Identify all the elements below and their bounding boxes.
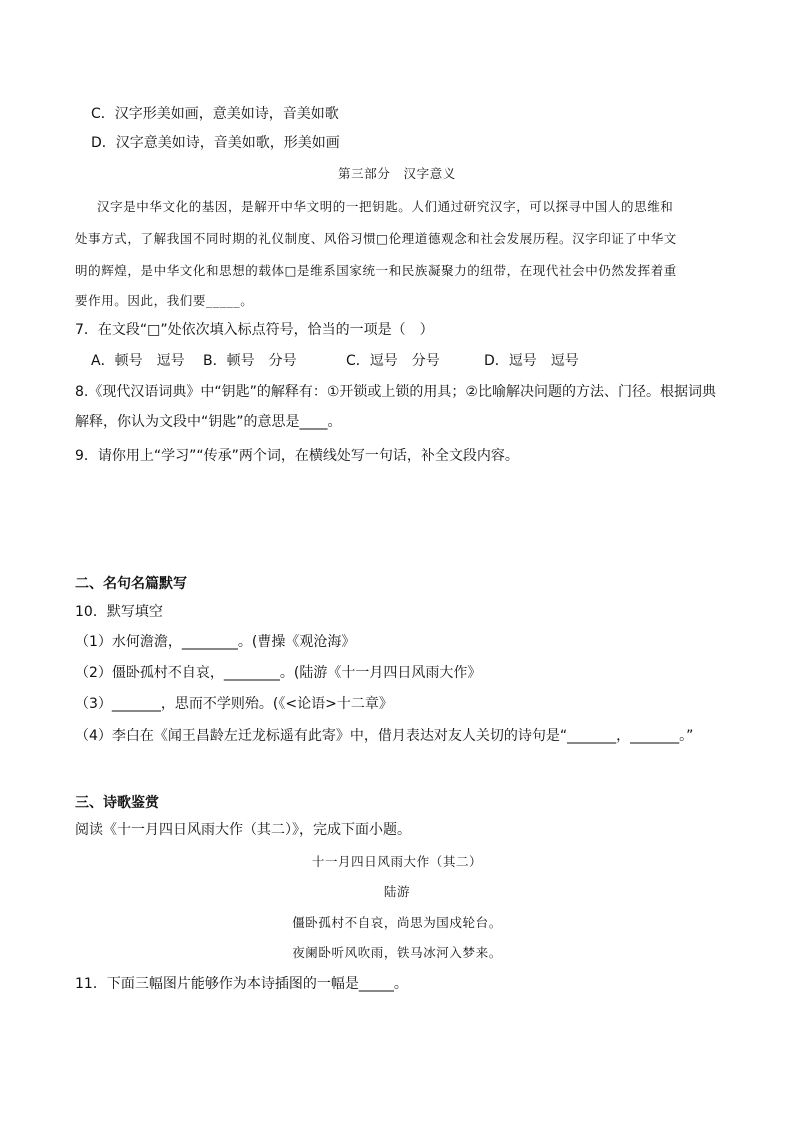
- poem-author: 陆游: [383, 884, 411, 899]
- section3-heading: 三、诗歌鉴赏: [75, 795, 159, 811]
- q8-line-1: 8.《现代汉语词典》中“钥匙”的解释有：①开锁或上锁的用具；②比喻解决问题的方法、门径。根据词典: [75, 384, 716, 400]
- poem-line-1: 僵卧孤村不自哀，尚思为国戍轮台。: [292, 915, 502, 930]
- q7-option-a: A．顿号 逗号: [91, 353, 185, 369]
- q7-option-d: D．逗号 逗号: [484, 353, 579, 369]
- part3-para-line-1: 汉字是中华文化的基因，是解开中华文明的一把钥匙。人们通过研究汉字，可以探寻中国人的思维和: [97, 199, 674, 214]
- part3-para-line-2: 处事方式，了解我国不同时期的礼仪制度、风俗习惯□伦理道德观念和社会发展历程。汉字印证了中华文: [75, 231, 677, 246]
- section3-intro: 阅读《十一月四日风雨大作（其二）》，完成下面小题。: [75, 822, 411, 838]
- q6-option-c: C．汉字形美如画，意美如诗，音美如歌: [91, 106, 339, 122]
- part3-para-line-3: 明的辉煌，是中华文化和思想的载体□是维系国家统一和民族凝聚力的纽带，在现代社会中仍然发挥着重: [75, 263, 677, 278]
- q8-line-2: 解释，你认为文段中“钥匙”的意思是____。: [75, 414, 342, 430]
- q9-stem: 9．请你用上“学习”“传承”两个词，在横线处写一句话，补全文段内容。: [75, 448, 519, 464]
- section2-heading: 二、名句名篇默写: [75, 576, 187, 592]
- q10-item-1: （1）水何澹澹，________。(曹操《观沧海》: [75, 634, 356, 650]
- part3-para-line-4: 要作用。因此，我们要_____。: [75, 293, 254, 308]
- q7-stem: 7．在文段“□”处依次填入标点符号，恰当的一项是（ ）: [75, 322, 434, 338]
- q7-option-c: C．逗号 分号: [346, 353, 440, 369]
- q10-item-4: （4）李白在《闻王昌龄左迁龙标遥有此寄》中，借月表达对友人关切的诗句是“_______，_______。”: [75, 728, 694, 744]
- poem-title: 十一月四日风雨大作（其二）: [311, 854, 483, 869]
- part3-heading: 第三部分 汉字意义: [338, 166, 456, 181]
- q10-item-3: （3）_______，思而不学则殆。(《<论语>十二章》: [75, 696, 393, 712]
- q10-stem: 10．默写填空: [75, 604, 163, 620]
- q6-option-d: D．汉字意美如诗，音美如歌，形美如画: [91, 135, 340, 151]
- q7-options: [91, 351, 579, 371]
- q11-stem: 11．下面三幅图片能够作为本诗插图的一幅是_____。: [75, 976, 408, 992]
- poem-line-2: 夜阑卧听风吹雨，铁马冰河入梦来。: [292, 945, 502, 960]
- q10-item-2: （2）僵卧孤村不自哀，________。(陆游《十一月四日风雨大作》: [75, 665, 482, 681]
- q7-option-b: B．顿号 分号: [203, 353, 297, 369]
